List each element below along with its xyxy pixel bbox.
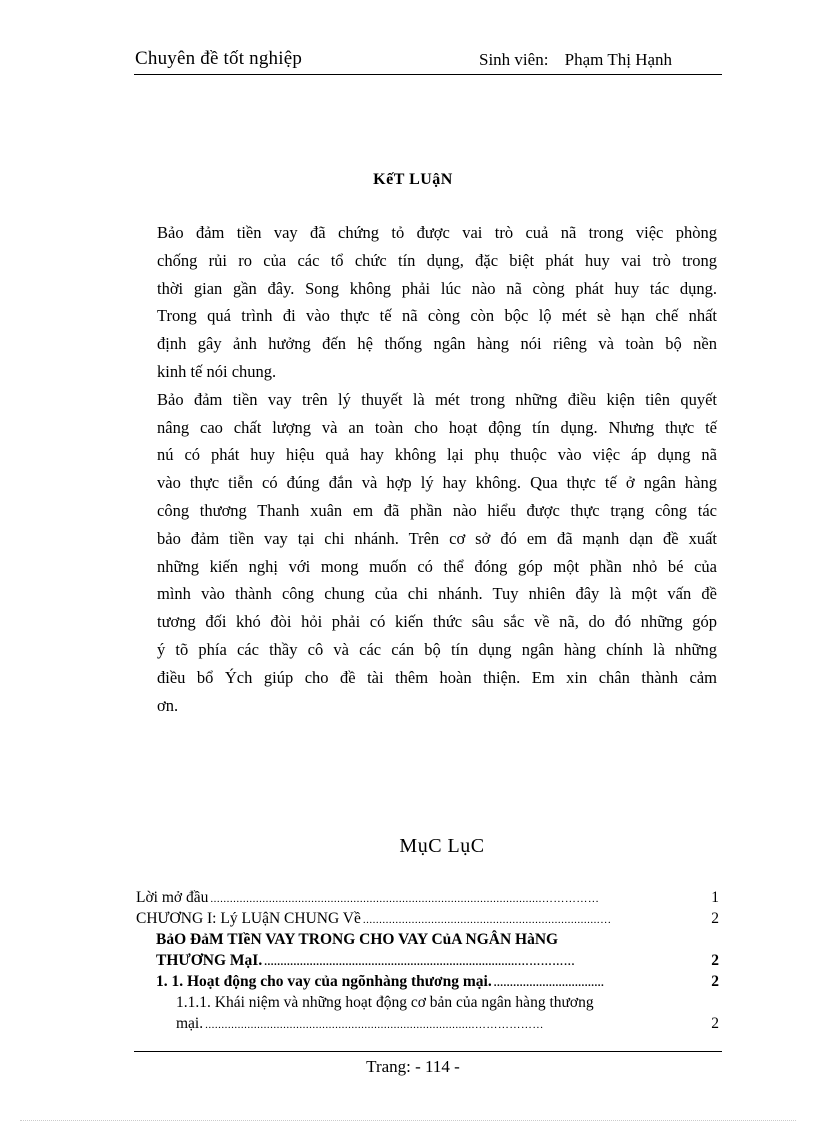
conclusion-line: Bảo đảm tiền vay trên lý thuyết là mét trong những điều kiện tiên quyết (157, 389, 717, 409)
student-label: Sinh viên: (479, 50, 549, 69)
toc-entry-leader: ...................................................................................……………… (205, 1019, 544, 1031)
toc-entry: 1.1.1. Khái niệm và những hoạt động cơ bản của ngân hàng thương (176, 994, 594, 1011)
conclusion-line: bảo đảm tiền vay tại chi nhánh. Trên cơ sở đó em đã mạnh dạn đề xuất (157, 528, 717, 548)
toc-entry-page: 2 (711, 1015, 719, 1032)
conclusion-line: nâng cao chất lượng và an toàn cho hoạt động tín dụng. Nhưng thực tế (157, 417, 717, 437)
toc-entry (136, 908, 719, 929)
toc-entry (136, 971, 719, 992)
student-name: Phạm Thị Hạnh (564, 50, 673, 69)
toc-heading: MụC LụC (399, 835, 485, 857)
toc-entry (136, 887, 719, 908)
toc-entry: BảO ĐảM TIềN VAY TRONG CHO VAY CủA NGÂN HàNG (156, 931, 559, 948)
toc-entry-label: Lời mở đầu (136, 889, 209, 906)
conclusion-line: vào thực tiễn có đúng đắn và hợp lý hay không. Qua thực tế ở ngân hàng (157, 473, 717, 493)
conclusion-line: tương đối khó đòi hỏi phải có kiến thức sâu sắc về nã, do đó những góp (157, 612, 717, 632)
table-of-contents (136, 887, 719, 1034)
conclusion-line: định gây ảnh hưởng đến hệ thống ngân hàng nói riêng và toàn bộ nền (157, 334, 717, 354)
toc-entry-label: THƯƠNG MạI. (156, 952, 263, 969)
toc-entry-leader: .................................. (493, 977, 605, 989)
toc-entry (136, 1013, 719, 1034)
conclusion-line: Trong quá trình đi vào thực tế nã còng còn bộc lộ mét sè hạn chế nhất (157, 306, 717, 326)
conclusion-line: những kiến nghị với mong muốn có thể đóng góp một phần nhỏ bé của (157, 556, 717, 576)
toc-entry-leader: ......................................................................................................…………… (210, 893, 600, 905)
toc-entry-leader: .........................................................................… (362, 914, 612, 926)
page-number: Trang: - 114 - (366, 1057, 460, 1076)
header-title: Chuyên đề tốt nghiệp (135, 48, 303, 69)
toc-entry-page: 2 (711, 952, 719, 969)
conclusion-line: mình vào thành công chung của chi nhánh. Tuy nhiên đây là một vấn đề (157, 584, 717, 604)
conclusion-line: chống rủi ro của các tổ chức tín dụng, đặc biệt phát huy vai trò trong (157, 250, 717, 270)
toc-entry-label: mại. (176, 1015, 204, 1032)
conclusion-line: công thương Thanh xuân em đã phần nào hiểu được thực trạng công tác (157, 500, 717, 520)
toc-entry-leader: ..............................................................................…………… (264, 956, 576, 968)
toc-entry (136, 950, 719, 971)
toc-entry-label: CHƯƠNG I: Lý LUậN CHUNG Về (136, 910, 361, 927)
conclusion-heading: KếT LUậN (373, 171, 453, 188)
conclusion-line: kinh tế nói chung. (157, 361, 277, 381)
header-student (479, 50, 672, 70)
conclusion-line: Bảo đảm tiền vay đã chứng tỏ được vai trò cuả nã trong việc phòng (157, 223, 717, 242)
toc-entry-page: 2 (711, 910, 719, 927)
page-header (134, 44, 722, 75)
conclusion-body (157, 219, 717, 719)
conclusion-line: thời gian gần đây. Song không phải lúc nào nã còng phát huy tác dụng. (157, 278, 717, 298)
conclusion-line: nú có phát huy hiệu quả hay không lại phụ thuộc vào việc áp dụng nã (157, 445, 717, 465)
conclusion-line: điều bổ Ých giúp cho đề tài thêm hoàn thiện. Em xin chân thành cảm (157, 667, 717, 687)
conclusion-line: ý tõ phía các thầy cô và các cán bộ tín dụng ngân hàng chính là những (157, 639, 717, 659)
toc-entry-page: 1 (711, 889, 719, 906)
page-bottom-border (20, 1120, 796, 1121)
toc-entry-page: 2 (711, 973, 719, 990)
footer-divider (134, 1051, 722, 1052)
toc-entry-label: 1. 1. Hoạt động cho vay của ngõnhàng thương mại. (156, 973, 492, 990)
conclusion-line: ơn. (157, 695, 179, 715)
